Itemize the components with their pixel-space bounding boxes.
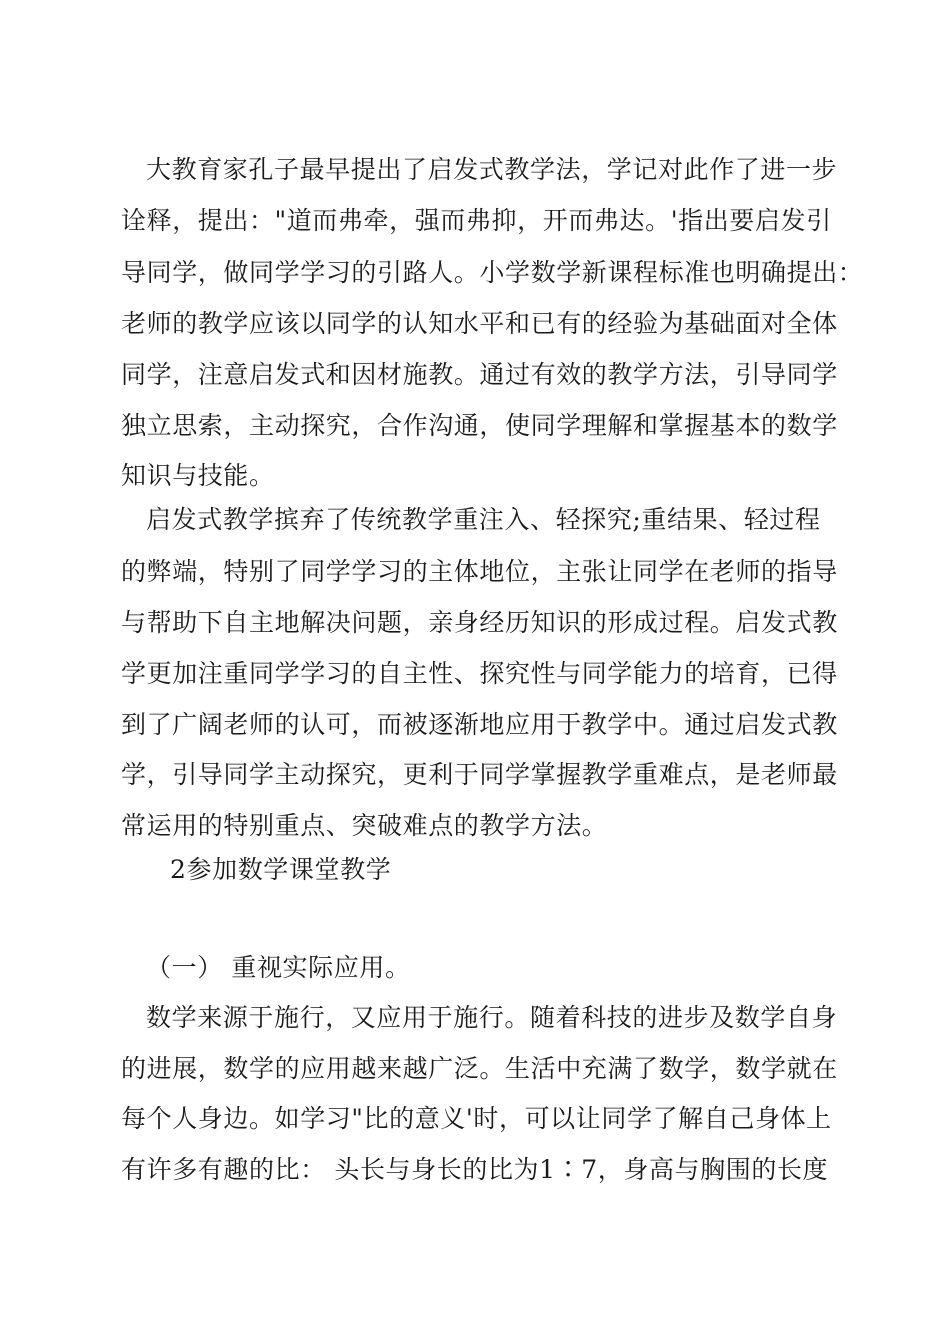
text-line: 诠释，提出："道而弗牵，强而弗抑，开而弗达。'指出要启发引 bbox=[121, 206, 832, 235]
text-line: 学更加注重同学学习的自主性、探究性与同学能力的培育，已得 bbox=[121, 659, 838, 688]
text-line: 常运用的特别重点、突破难点的教学方法。 bbox=[121, 811, 608, 840]
text-line: 的进展，数学的应用越来越广泛。生活中充满了数学，数学就在 bbox=[121, 1054, 838, 1083]
text-line: 与帮助下自主地解决问题，亲身经历知识的形成过程。启发式教 bbox=[121, 608, 838, 637]
text-line: 数学来源于施行，又应用于施行。随着科技的进步及数学自身 bbox=[146, 1003, 838, 1032]
text-line: 导同学，做同学学习的引路人。小学数学新课程标准也明确提出： bbox=[121, 258, 864, 287]
text-line: 启发式教学摈弃了传统教学重注入、轻探究;重结果、轻过程 bbox=[146, 505, 821, 534]
text-line: 知识与技能。 bbox=[121, 461, 275, 490]
text-line: 的弊端，特别了同学学习的主体地位，主张让同学在老师的指导 bbox=[121, 557, 838, 586]
text-line: 有许多有趣的比： 头长与身长的比为1∶7，身高与胸围的长度 bbox=[121, 1155, 829, 1184]
section-heading: 2参加数学课堂教学 bbox=[170, 855, 392, 884]
text-line: 大教育家孔子最早提出了启发式教学法，学记对此作了进一步 bbox=[146, 155, 838, 184]
text-line: 老师的教学应该以同学的认知水平和已有的经验为基础面对全体 bbox=[121, 309, 838, 338]
text-line: 每个人身边。如学习"比的意义'时，可以让同学了解自己身体上 bbox=[121, 1104, 832, 1133]
text-line: 同学，注意启发式和因材施教。通过有效的教学方法，引导同学 bbox=[121, 360, 838, 389]
subheading: （一） 重视实际应用。 bbox=[146, 953, 411, 982]
text-line: 到了广阔老师的认可，而被逐渐地应用于教学中。通过启发式教 bbox=[121, 710, 838, 739]
text-line: 学，引导同学主动探究，更利于同学掌握教学重难点，是老师最 bbox=[121, 760, 838, 789]
text-line: 独立思索，主动探究，合作沟通，使同学理解和掌握基本的数学 bbox=[121, 411, 838, 440]
